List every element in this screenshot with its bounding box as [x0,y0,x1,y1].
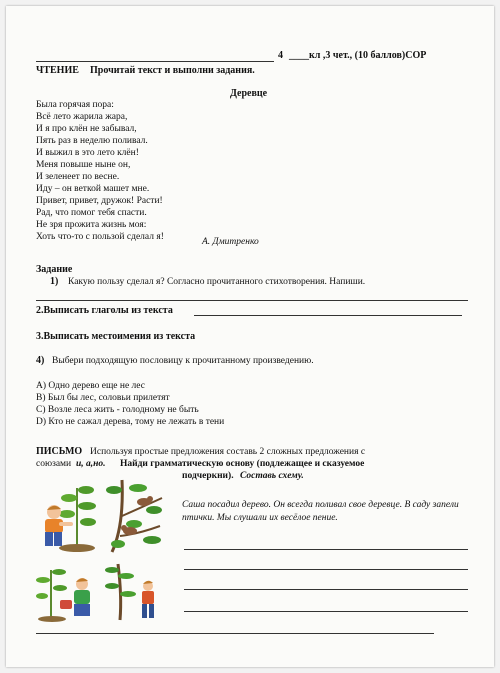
proverb-options [36,380,224,428]
poem-line: Пять раз в неделю поливал. [36,136,148,146]
option-a: А) Одно дерево еще не лес [36,381,145,391]
task4-number: 4) [36,355,45,366]
poem-line: Не зря прожита жизнь моя: [36,220,147,230]
boy-watering-tree-illustration [36,560,102,622]
writing-line3: подчеркни). [182,471,234,481]
task1-number: 1) [50,276,59,287]
poem-line: И я про клён не забывал, [36,124,137,134]
poem-line: Хоть что-то с пользой сделал я! [36,232,164,242]
writing-conjunctions: и, а,но. [76,459,106,469]
option-b: В) Был бы лес, соловьи прилетят [36,393,170,403]
poem-line: И выжил в это лето клён! [36,148,139,158]
writing-line2-task: Найди грамматическую основу (подлежащее и сказуемое [120,459,365,469]
poem-text [36,99,164,243]
reading-instruction: Прочитай текст и выполни задания. [90,65,255,76]
poem-author: А. Дмитренко [202,237,259,247]
task-label: Задание [36,264,73,275]
birds-on-tree-illustration [104,476,166,554]
worksheet-page [6,6,494,667]
poem-line: Привет, привет, дружок! Расти! [36,196,163,206]
poem-line: И зеленеет по весне. [36,172,120,182]
answer-line-1 [184,549,468,550]
reading-heading: ЧТЕНИЕ [36,65,79,76]
task1-text: Какую пользу сделал я? Согласно прочитанного стихотворения. Напиши. [68,277,366,287]
option-d: D) Кто не сажал дерева, тому не лежать в тени [36,417,225,427]
writing-heading: ПИСЬМО [36,446,83,457]
example-sentences: Саша посадил дерево. Он всегда поливал свое деревце. В саду запели птички. Мы слушали их весёлое пение. [182,500,459,523]
answer-line-5 [36,633,434,634]
writing-line1: Используя простые предложения составь 2 сложных предложения с [90,447,366,457]
task2-answer-line [194,315,462,316]
name-blank-line [36,61,274,62]
poem-line: Иду – он веткой машет мне. [36,184,150,194]
poem-line: Всё лето жарила жара, [36,112,128,122]
task3-text: 3.Выписать местоимения из текста [36,331,196,342]
header-info: ____кл ,3 чет., (10 баллов)СОР [289,50,427,61]
poem-line: Была горячая пора: [36,100,114,110]
task1-answer-line [36,300,468,301]
option-c: С) Возле леса жить - голодному не быть [36,405,199,415]
poem-title: Деревце [230,88,268,99]
writing-line2-prefix: союзами [36,459,72,469]
writing-schema: Составь схему. [240,471,304,481]
answer-line-3 [184,589,468,590]
task4-text: Выбери подходящую пословицу к прочитанному произведению. [52,356,314,366]
boy-planting-tree-illustration [36,476,102,552]
grade-number: 4 [278,50,283,61]
boy-with-tree-illustration [104,560,166,622]
poem-line: Рад, что помог тебя спасти. [36,208,147,218]
poem-line: Меня повыше ныне он, [36,160,131,170]
task2-text: 2.Выписать глаголы из текста [36,305,173,316]
answer-line-2 [184,569,468,570]
answer-line-4 [184,611,468,612]
